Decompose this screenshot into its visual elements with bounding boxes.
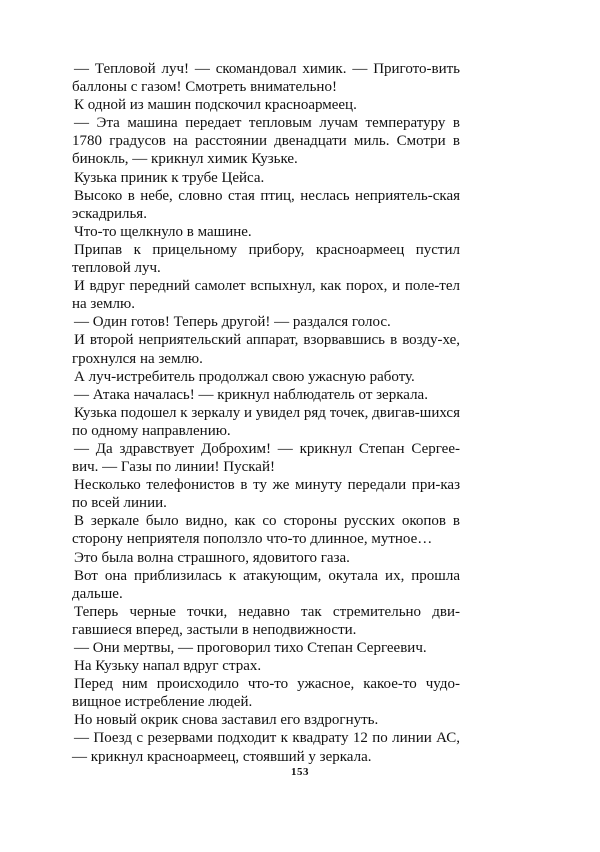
paragraph-11: А луч-истребитель продолжал свою ужасную работу. bbox=[74, 368, 415, 385]
paragraph-3: — Эта машина передает тепловым лучам температуру в 1780 градусов на расстоянии двенадцати миль. Смотри в бинокль, — крикнул химик Кузьке. bbox=[72, 115, 460, 168]
paragraph-21: На Кузьку напал вдруг страх. bbox=[74, 658, 262, 675]
paragraph-8: И вдруг передний самолет вспыхнул, как порох, и поле-тел на землю. bbox=[72, 278, 460, 313]
paragraph-5: Высоко в небе, словно стая птиц, неслась неприятель-ская эскадрилья. bbox=[72, 187, 460, 222]
paragraph-9: — Один готов! Теперь другой! — раздался голос. bbox=[74, 314, 391, 331]
paragraph-13: Кузька подошел к зеркалу и увидел ряд точек, двигав-шихся по одному направлению. bbox=[72, 404, 460, 439]
paragraph-10: И второй неприятельский аппарат, взорвавшись в возду-хе, грохнулся на землю. bbox=[72, 332, 460, 367]
paragraph-12: — Атака началась! — крикнул наблюдатель от зеркала. bbox=[74, 386, 428, 403]
paragraph-20: — Они мертвы, — проговорил тихо Степан Сергеевич. bbox=[74, 640, 427, 656]
paragraph-14: — Да здравствует Доброхим! — крикнул Степан Сергее-вич. — Газы по линии! Пускай! bbox=[72, 440, 460, 476]
paragraph-1: — Тепловой луч! — скомандовал химик. — Пригото-вить баллоны с газом! Смотреть внимательно! bbox=[72, 61, 460, 96]
paragraph-24: — Поезд с резервами подходит к квадрату 12 по линии АС, — крикнул красноармеец, стоявший у зеркала. bbox=[72, 730, 460, 765]
paragraph-17: Это была волна страшного, ядовитого газа. bbox=[74, 549, 350, 566]
paragraph-23: Но новый окрик снова заставил его вздрогнуть. bbox=[74, 712, 379, 729]
paragraph-7: Припав к прицельному прибору, красноармеец пустил тепловой луч. bbox=[72, 241, 460, 277]
page-number: 153 bbox=[291, 766, 309, 778]
paragraph-2: К одной из машин подскочил красноармеец. bbox=[74, 97, 357, 114]
paragraph-18: Вот она приблизилась к атакующим, окутала их, прошла дальше. bbox=[72, 567, 460, 602]
paragraph-4: Кузька приник к трубе Цейса. bbox=[74, 169, 265, 186]
paragraph-6: Что-то щелкнуло в машине. bbox=[74, 223, 252, 240]
paragraph-15: Несколько телефонистов в ту же минуту передали при-каз по всей линии. bbox=[72, 477, 460, 512]
paragraph-16: В зеркале было видно, как со стороны русских окопов в сторону неприятеля поползло что-то длинное, мутное… bbox=[72, 513, 460, 548]
paragraph-22: Перед ним происходило что-то ужасное, какое-то чудо-вищное истребление людей. bbox=[72, 676, 460, 711]
page-body bbox=[72, 60, 460, 766]
paragraph-19: Теперь черные точки, недавно так стремительно дви-гавшиеся вперед, застыли в неподвижности. bbox=[72, 603, 460, 638]
